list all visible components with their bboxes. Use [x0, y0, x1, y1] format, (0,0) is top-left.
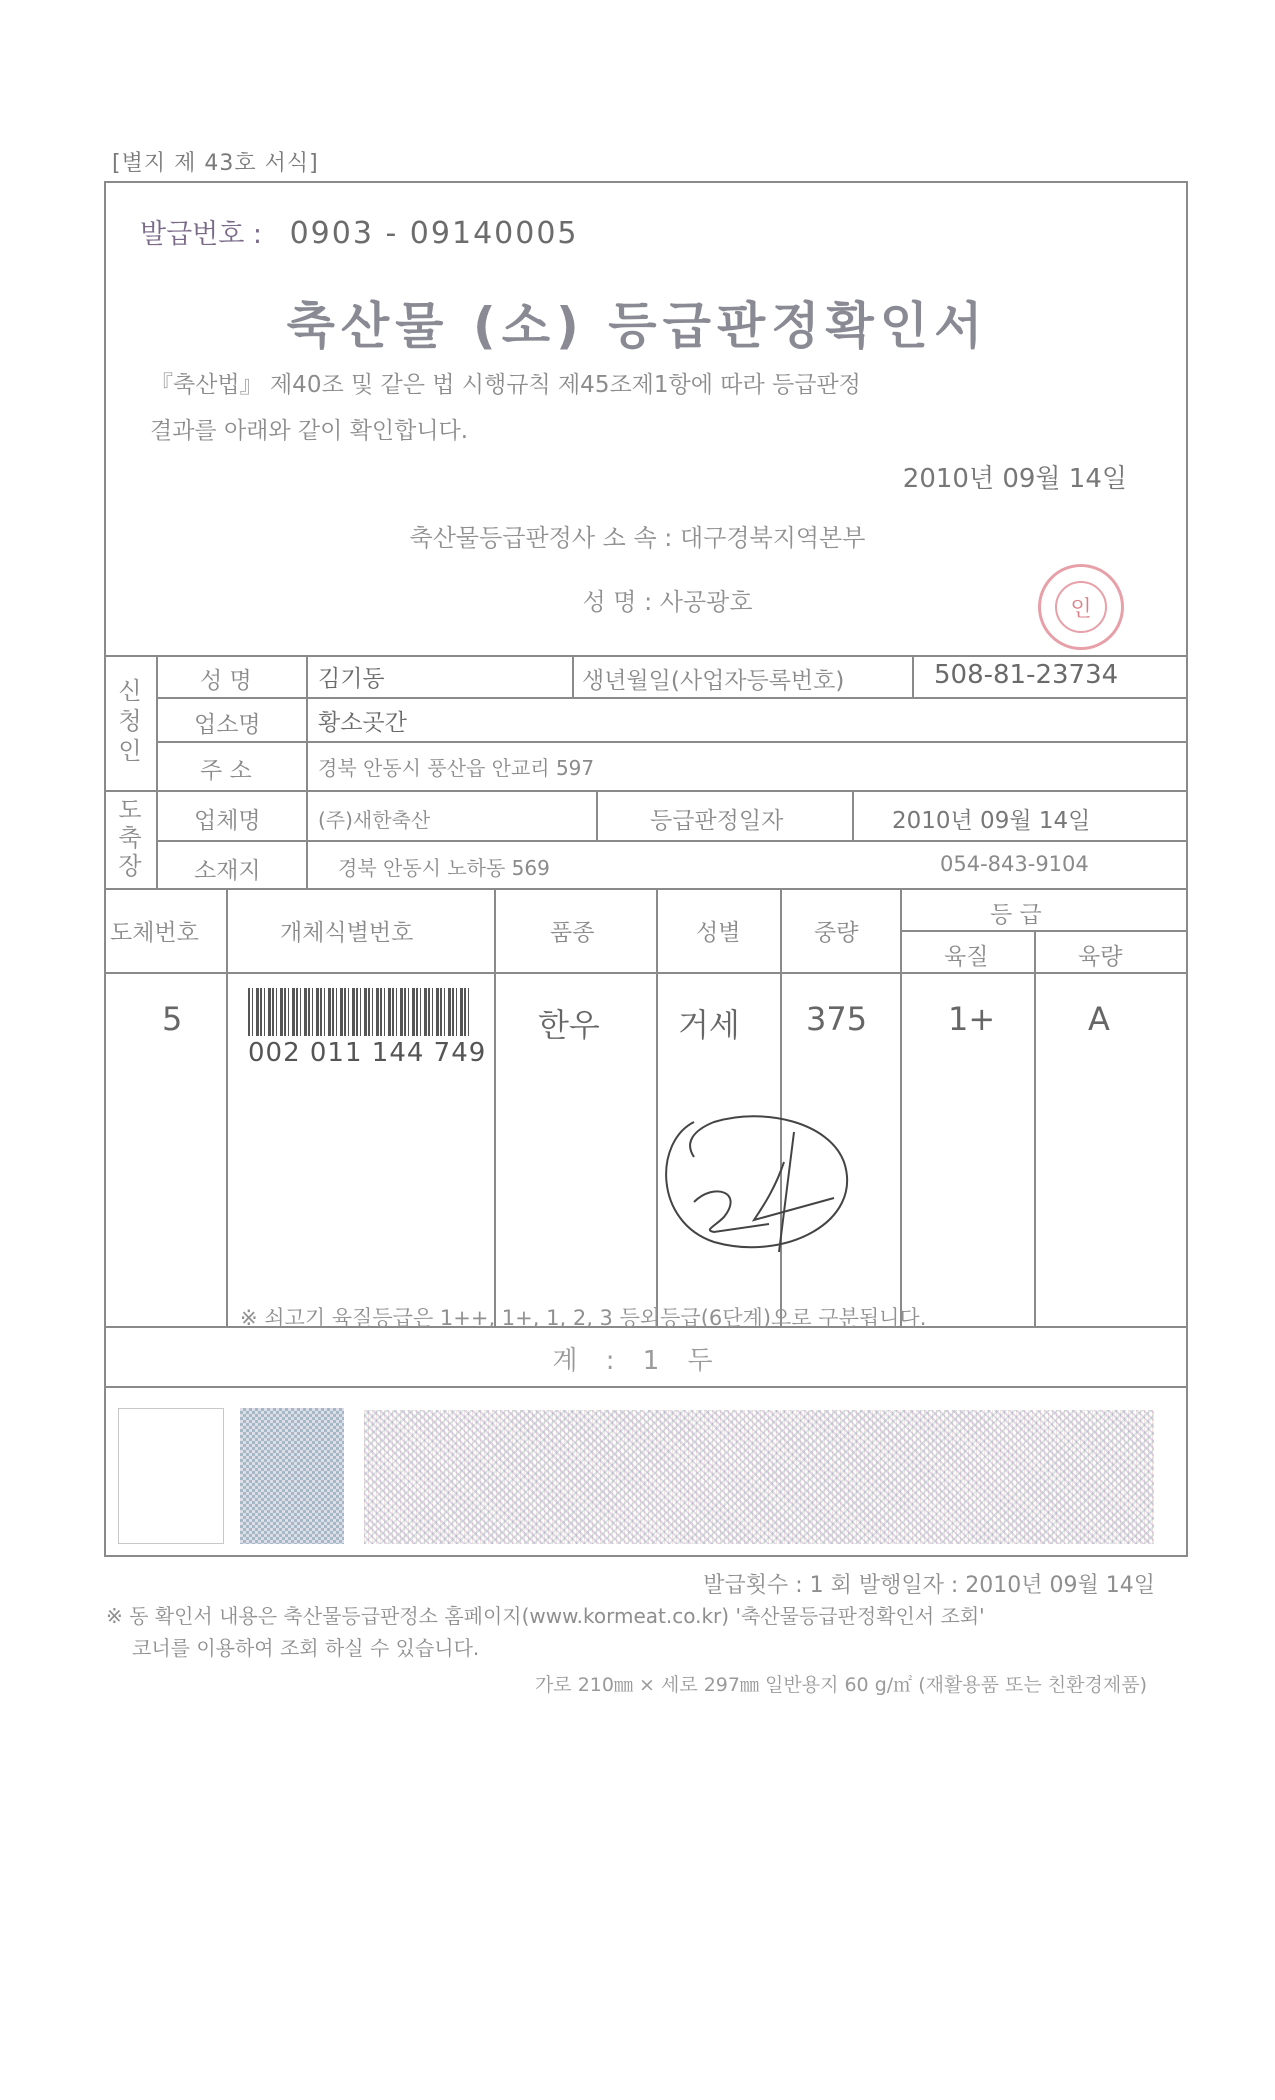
applicant-name-label: 성 명 — [200, 668, 252, 694]
security-pattern — [240, 1408, 344, 1544]
business-label: 업소명 — [194, 712, 261, 738]
col-divider — [900, 888, 902, 1326]
grading-date-value: 2010년 09월 14일 — [892, 808, 1091, 834]
col-divider — [1034, 930, 1036, 1326]
total-count: 계 : 1 두 — [552, 1346, 723, 1376]
header-divider — [104, 972, 1188, 974]
carcass-number: 5 — [162, 1000, 183, 1038]
quality-grade-value: 1+ — [948, 1000, 996, 1038]
yield-grade-value: A — [1088, 1000, 1110, 1038]
paper-spec: 가로 210㎜ × 세로 297㎜ 일반용지 60 g/㎡ (재활용품 또는 친환경제품) — [534, 1674, 1147, 1696]
address-label: 주 소 — [200, 758, 252, 784]
location-label: 소재지 — [194, 858, 261, 884]
id-number-header: 개체식별번호 — [280, 920, 414, 946]
grade-footnote: ※ 쇠고기 육질등급은 1++, 1+, 1, 2, 3 등외등급(6단계)으로 구분됩니다. — [240, 1306, 927, 1330]
birth-value-left — [912, 655, 914, 697]
grade-subheader-divider — [900, 930, 1188, 932]
slaughterhouse-side-label: 도 축 장 — [118, 796, 142, 880]
sex-value: 거세 — [678, 1006, 740, 1044]
weight-header: 중량 — [814, 920, 859, 946]
label-column-divider — [306, 655, 308, 888]
company-label: 업체명 — [194, 808, 261, 834]
company-value: (주)새한축산 — [318, 808, 431, 832]
sex-header: 성별 — [696, 920, 741, 946]
total-bottom-border — [104, 1386, 1188, 1388]
birth-label-left — [572, 655, 574, 697]
row-divider — [158, 741, 1188, 743]
phone-value: 054-843-9104 — [940, 852, 1089, 876]
row-divider — [158, 697, 1188, 699]
breed-value: 한우 — [538, 1006, 600, 1044]
issue-number: 0903 - 09140005 — [289, 216, 579, 251]
section-divider — [104, 790, 1188, 792]
notice-line-1: ※ 동 확인서 내용은 축산물등급판정소 홈페이지(www.kormeat.co.kr) '축산물등급판정확인서 조회' — [106, 1604, 985, 1628]
quality-header: 육질 — [944, 944, 989, 970]
side-column-divider — [156, 655, 158, 888]
yield-header: 육량 — [1078, 944, 1123, 970]
intro-line-2: 결과를 아래와 같이 확인합니다. — [150, 418, 469, 444]
business-value: 황소곳간 — [318, 710, 407, 736]
intro-line-1: 『축산법』 제40조 및 같은 법 시행규칙 제45조제1항에 따라 등급판정 — [150, 372, 861, 398]
applicant-side-label: 신 청 인 — [118, 677, 142, 765]
security-box — [118, 1408, 224, 1544]
applicant-name-value: 김기동 — [318, 666, 385, 692]
grading-date-label: 등급판정일자 — [650, 808, 784, 834]
row-divider — [158, 840, 1188, 842]
document-title: 축산물 (소) 등급판정확인서 — [286, 297, 989, 355]
issue-number-label: 발급번호 : — [140, 219, 263, 250]
col-divider — [226, 888, 228, 1326]
issue-date: 2010년 09월 14일 — [902, 464, 1127, 494]
birth-label: 생년월일(사업자등록번호) — [582, 668, 845, 694]
date-value-left — [852, 790, 854, 840]
official-seal — [1038, 564, 1124, 650]
carcass-number-header: 도체번호 — [110, 920, 199, 946]
grader-name: 성 명 : 사공광호 — [582, 588, 753, 616]
intro-text — [150, 362, 1110, 454]
weight-value: 375 — [806, 1000, 868, 1038]
location-value: 경북 안동시 노하동 569 — [338, 856, 550, 880]
security-2d-code — [364, 1410, 1154, 1544]
notice-line-2: 코너를 이용하여 조회 하실 수 있습니다. — [132, 1636, 480, 1660]
issue-info: 발급횟수 : 1 회 발행일자 : 2010년 09월 14일 — [703, 1573, 1155, 1598]
grader-affiliation: 축산물등급판정사 소 속 : 대구경북지역본부 — [409, 524, 866, 552]
breed-header: 품종 — [550, 920, 595, 946]
id-number: 002 011 144 749 — [248, 1038, 487, 1068]
table-top-border — [104, 655, 1188, 657]
address-value: 경북 안동시 풍산읍 안교리 597 — [318, 756, 595, 780]
date-label-left — [596, 790, 598, 840]
section-divider — [104, 888, 1188, 890]
barcode — [248, 988, 470, 1036]
birth-value: 508-81-23734 — [934, 660, 1119, 690]
grade-header: 등 급 — [990, 902, 1042, 928]
issue-number-row — [140, 212, 579, 251]
seal-mark: 인 — [1055, 581, 1107, 633]
col-divider — [494, 888, 496, 1326]
form-reference: [별지 제 43호 서식] — [112, 151, 319, 176]
handwritten-signature — [654, 1102, 884, 1262]
